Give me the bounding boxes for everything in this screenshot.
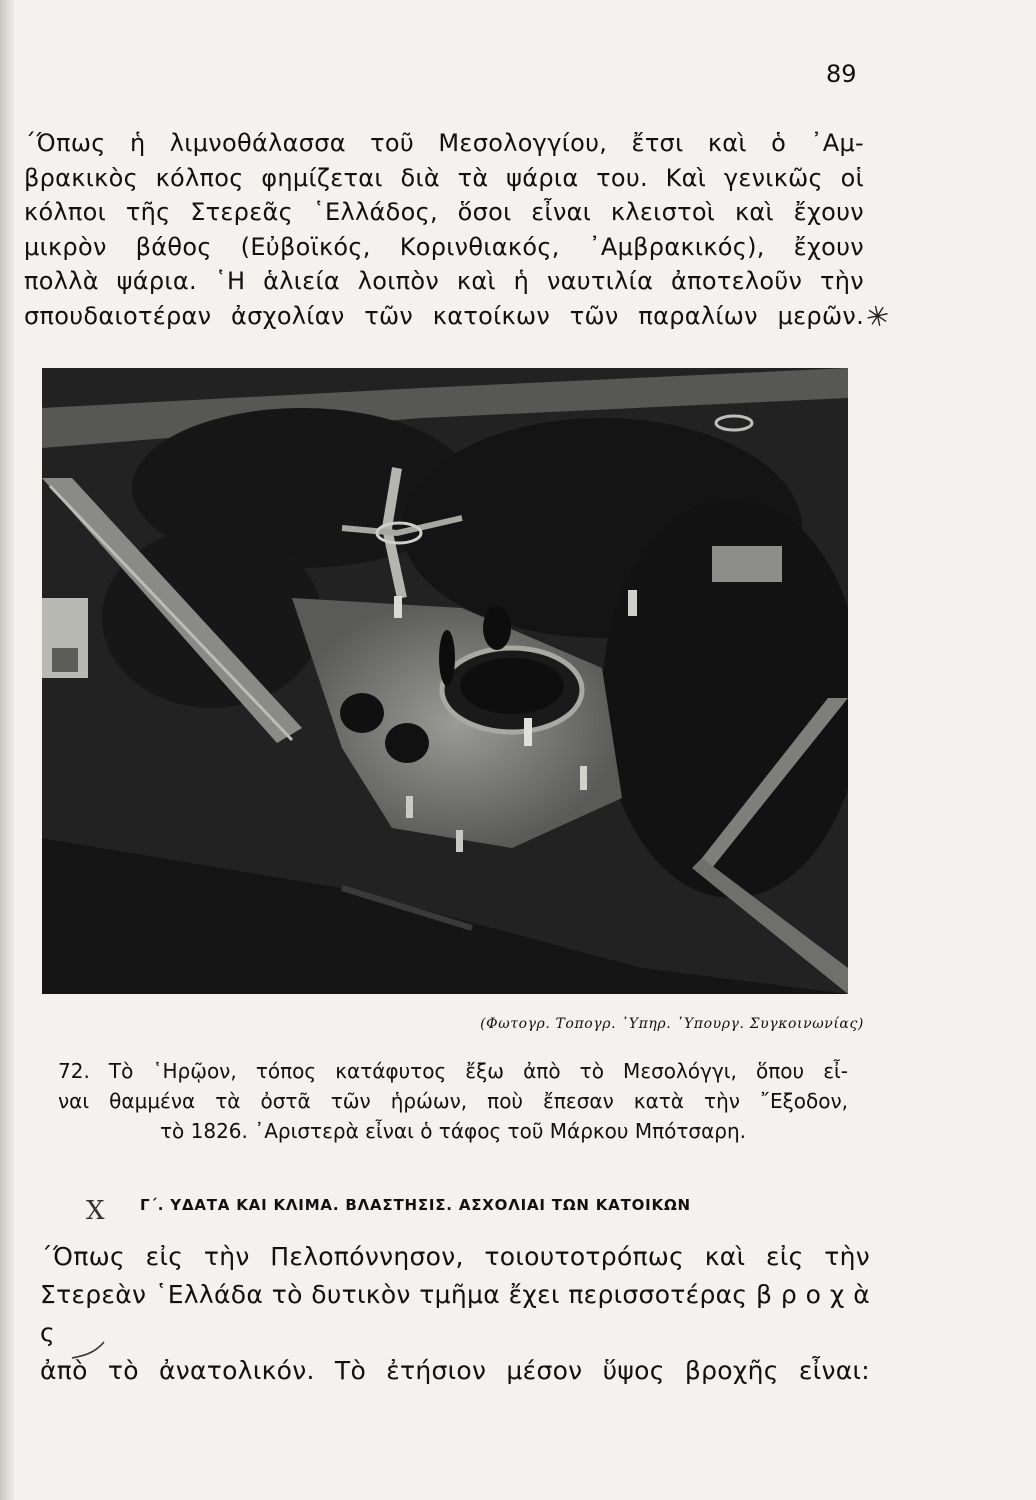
- page-number: 89: [826, 60, 857, 88]
- paragraph-2-line: ΄Όπως εἰς τὴν Πελοπόννησον, τοιουτοτρόπως καὶ εἰς τὴν: [40, 1242, 870, 1271]
- handwritten-x-mark: X: [86, 1196, 105, 1226]
- paragraph-1-line: σπουδαιοτέραν ἀσχολίαν τῶν κατοίκων τῶν παραλίων μερῶν.: [24, 301, 864, 330]
- page-edge: [0, 0, 14, 1500]
- paragraph-1-line: ΄Όπως ἡ λιμνοθάλασσα τοῦ Μεσολογγίου, ἔτσι καὶ ὁ ᾿Αμ-: [24, 129, 864, 157]
- aerial-photo-heroon: [42, 368, 848, 994]
- paragraph-2: [40, 1238, 870, 1390]
- section-heading: Γ΄. ΥΔΑΤΑ ΚΑΙ ΚΛΙΜΑ. ΒΛΑΣΤΗΣΙΣ. ΑΣΧΟΛΙΑΙ ΤΩΝ ΚΑΤΟΙΚΩΝ: [140, 1196, 691, 1214]
- pen-stroke-mark: [70, 1338, 110, 1362]
- paragraph-2-line: Στερεὰν ῾Ελλάδα τὸ δυτικὸν τμῆμα ἔχει περισσοτέρας β ρ ο χ ὰ ς: [40, 1280, 870, 1347]
- paragraph-1-line: μικρὸν βάθος (Εὐβοϊκός, Κορινθιακός, ᾿Αμβρακικός), ἔχουν: [24, 232, 864, 261]
- figure-caption: [58, 1056, 848, 1146]
- margin-asterisk-mark: ✳: [862, 297, 893, 336]
- paragraph-1-line: κόλποι τῆς Στερεᾶς ῾Ελλάδος, ὅσοι εἶναι κλειστοὶ καὶ ἔχουν: [24, 198, 864, 227]
- paragraph-1: [24, 126, 864, 334]
- paragraph-1-line: βρακικὸς κόλπος φημίζεται διὰ τὰ ψάρια του. Καὶ γενικῶς οἱ: [24, 163, 864, 192]
- paragraph-1-line: πολλὰ ψάρια. ῾Η ἁλιεία λοιπὸν καὶ ἡ ναυτιλία ἀποτελοῦν τὴν: [24, 267, 864, 296]
- caption-line: τὸ 1826. ᾿Αριστερὰ εἶναι ὁ τάφος τοῦ Μάρκου Μπότσαρη.: [159, 1119, 746, 1143]
- photo-credit: (Φωτογρ. Τοπογρ. ῾Υπηρ. ῾Υπουργ. Συγκοινωνίας): [480, 1016, 864, 1032]
- caption-line: 72. Τὸ ῾Ηρῷον, τόπος κατάφυτος ἔξω ἀπὸ τὸ Μεσολόγγι, ὅπου εἶ-: [58, 1059, 848, 1083]
- aerial-photo-drawing: [42, 368, 848, 994]
- caption-line: ναι θαμμένα τὰ ὀστᾶ τῶν ἡρώων, ποὺ ἔπεσαν κατὰ τὴν ῎Εξοδον,: [58, 1089, 848, 1113]
- paragraph-2-line: ἀπὸ τὸ ἀνατολικόν. Τὸ ἐτήσιον μέσον ὕψος βροχῆς εἶναι:: [40, 1356, 870, 1385]
